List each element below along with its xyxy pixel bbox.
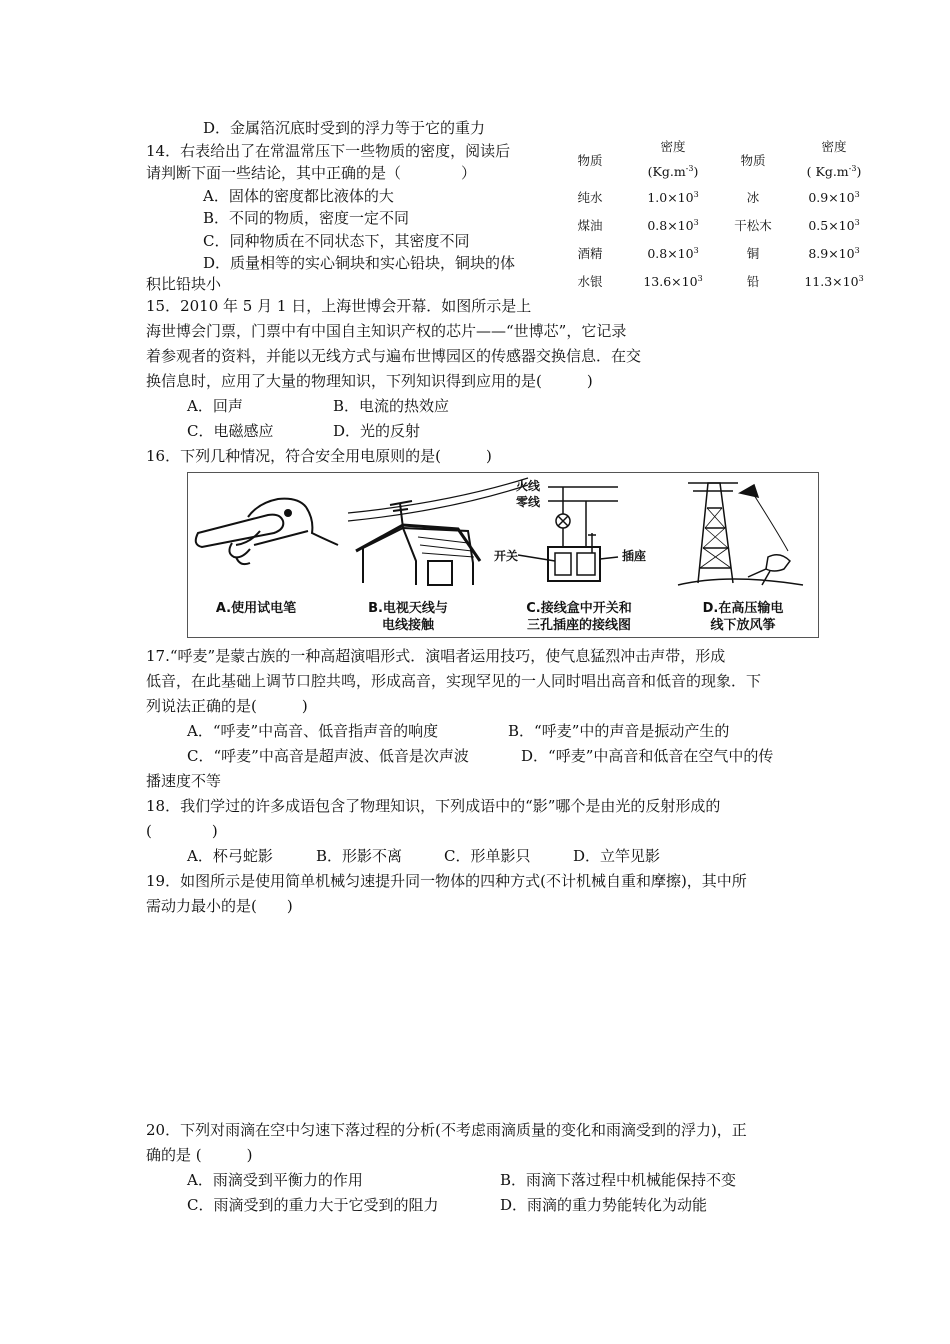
q17-stem-line1: 17.“呼麦”是蒙古族的一种高超演唱形式．演唱者运用技巧，使气息猛烈冲击声带，形成 <box>146 647 726 665</box>
table-cell-substance: 酒精 <box>577 246 603 262</box>
table-cell-substance: 干松木 <box>734 218 772 234</box>
q20-option-a: A．雨滴受到平衡力的作用 <box>187 1171 363 1189</box>
density-table-header <box>560 136 888 183</box>
header-substance-1: 物质 <box>577 152 603 168</box>
q14-option-a: A．固体的密度都比液体的大 <box>203 187 394 205</box>
density-value: 0.8×10 <box>647 217 694 233</box>
q15-option-d: D．光的反射 <box>333 422 421 440</box>
q18-option-d: D．立竿见影 <box>573 847 661 865</box>
table-cell-density <box>780 267 888 295</box>
header-density-label-1: 密度 <box>660 139 686 154</box>
q15-option-b: B．电流的热效应 <box>333 397 450 415</box>
q13-option-d: D．金属箔沉底时受到的浮力等于它的重力 <box>203 119 486 137</box>
q20-option-d: D．雨滴的重力势能转化为动能 <box>500 1196 708 1214</box>
q17-option-c: C．“呼麦”中高音是超声波、低音是次声波 <box>187 747 469 765</box>
density-exp: 3 <box>854 189 860 199</box>
q15-stem-line4: 换信息时，应用了大量的物理知识，下列知识得到应用的是( ) <box>146 372 593 390</box>
q14-option-c: C．同种物质在不同状态下，其密度不同 <box>203 232 470 250</box>
q14-option-d-line1: D．质量相等的实心铜块和实心铅块，铜块的体 <box>203 254 516 272</box>
label-socket: 插座 <box>622 549 647 563</box>
caption-b <box>348 600 468 634</box>
q17-stem-line3: 列说法正确的是( ) <box>146 697 308 715</box>
q18-stem-line2: ( ) <box>146 822 218 840</box>
header-unit-exp-2: -3 <box>848 164 857 173</box>
header-substance-2: 物质 <box>740 152 766 168</box>
q18-option-b: B．形影不离 <box>316 847 403 865</box>
table-cell-substance: 冰 <box>746 190 760 206</box>
safety-figure <box>187 472 819 638</box>
q20-stem-line1: 20．下列对雨滴在空中匀速下落过程的分析(不考虑雨滴质量的变化和雨滴受到的浮力)，正 <box>146 1121 747 1139</box>
q14-option-b: B．不同的物质，密度一定不同 <box>203 209 410 227</box>
density-value: 0.9×10 <box>808 189 855 205</box>
caption-b-line2: 电线接触 <box>381 618 434 633</box>
table-cell-density <box>780 239 888 267</box>
q20-stem-line2: 确的是 ( ) <box>146 1146 253 1164</box>
q17-option-d-line2: 播速度不等 <box>146 772 222 790</box>
table-cell-density <box>620 183 726 211</box>
header-density-2 <box>780 136 888 183</box>
density-exp: 3 <box>858 273 864 283</box>
caption-a: A.使用试电笔 <box>215 601 297 616</box>
density-value: 13.6×10 <box>643 273 698 289</box>
density-exp: 3 <box>693 245 699 255</box>
q17-stem-line2: 低音，在此基础上调节口腔共鸣，形成高音，实现罕见的一人同时唱出高音和低音的现象．下 <box>146 672 762 690</box>
table-cell-substance: 纯水 <box>577 190 603 206</box>
caption-d <box>688 600 798 634</box>
q19-stem-line2: 需动力最小的是( ) <box>146 897 293 915</box>
caption-c <box>504 600 654 634</box>
header-unit-1: (Kg.m <box>647 164 686 180</box>
caption-d-line1: D.在高压输电 <box>702 601 784 616</box>
table-cell-substance: 铅 <box>746 274 760 290</box>
table-cell-density <box>780 183 888 211</box>
q14-stem-line2: 请判断下面一些结论，其中正确的是（ ） <box>146 164 477 182</box>
table-row <box>560 183 888 211</box>
header-unit-close-1: ) <box>693 164 699 180</box>
caption-c-line2: 三孔插座的接线图 <box>526 618 631 633</box>
density-value: 1.0×10 <box>647 189 694 205</box>
density-value: 8.9×10 <box>808 245 855 261</box>
test-pen-illustration <box>196 499 338 564</box>
kite-tower-illustration <box>678 483 803 585</box>
table-cell-substance: 水银 <box>577 274 603 290</box>
table-row <box>560 211 888 239</box>
density-value: 0.8×10 <box>647 245 694 261</box>
table-cell-substance: 铜 <box>746 246 760 262</box>
q17-option-d-line1: D．“呼麦”中高音和低音在空气中的传 <box>521 747 774 765</box>
density-exp: 3 <box>693 189 699 199</box>
q18-option-a: A．杯弓蛇影 <box>187 847 273 865</box>
density-value: 0.5×10 <box>808 217 855 233</box>
header-density-1 <box>620 136 726 183</box>
density-exp: 3 <box>693 217 699 227</box>
q15-option-c: C．电磁感应 <box>187 422 274 440</box>
q17-option-b: B．“呼麦”中的声音是振动产生的 <box>508 722 730 740</box>
table-cell-density <box>620 239 726 267</box>
q15-stem-line1: 15．2010 年 5 月 1 日，上海世博会开幕．如图所示是上 <box>146 297 532 315</box>
header-density-label-2: 密度 <box>821 139 847 154</box>
q17-option-a: A．“呼麦”中高音、低音指声音的响度 <box>187 722 439 740</box>
table-row <box>560 239 888 267</box>
density-exp: 3 <box>854 245 860 255</box>
label-switch: 开关 <box>494 549 519 563</box>
label-live-wire: 火线 <box>516 479 541 493</box>
table-cell-density <box>620 211 726 239</box>
density-value: 11.3×10 <box>804 273 859 289</box>
table-cell-density <box>780 211 888 239</box>
header-unit-exp-1: -3 <box>685 164 694 173</box>
density-table <box>560 136 888 295</box>
q14-option-d-line2: 积比铅块小 <box>146 275 222 293</box>
q15-stem-line2: 海世博会门票，门票中有中国自主知识产权的芯片——“世博芯”，它记录 <box>146 322 627 340</box>
q18-stem-line1: 18．我们学过的许多成语包含了物理知识，下列成语中的“影”哪个是由光的反射形成的 <box>146 797 721 815</box>
caption-b-line1: B.电视天线与 <box>368 601 448 616</box>
table-cell-density <box>620 267 726 295</box>
table-cell-substance: 煤油 <box>577 218 603 234</box>
label-neutral-wire: 零线 <box>516 495 541 509</box>
tv-antenna-illustration <box>348 478 528 585</box>
q20-option-c: C．雨滴受到的重力大于它受到的阻力 <box>187 1196 439 1214</box>
q15-stem-line3: 着参观者的资料，并能以无线方式与遍布世博园区的传感器交换信息．在交 <box>146 347 642 365</box>
density-exp: 3 <box>854 217 860 227</box>
table-row <box>560 267 888 295</box>
q18-option-c: C．形单影只 <box>444 847 531 865</box>
caption-d-line2: 线下放风筝 <box>710 618 776 633</box>
q14-stem-line1: 14．右表给出了在常温常压下一些物质的密度，阅读后 <box>146 142 511 160</box>
header-unit-2: ( Kg.m <box>806 164 849 180</box>
caption-c-line1: C.接线盒中开关和 <box>526 601 632 616</box>
q16-stem: 16．下列几种情况，符合安全用电原则的是( ) <box>146 447 492 465</box>
q15-option-a: A．回声 <box>187 397 243 415</box>
q20-option-b: B．雨滴下落过程中机械能保持不变 <box>500 1171 737 1189</box>
density-exp: 3 <box>697 273 703 283</box>
q19-stem-line1: 19．如图所示是使用简单机械匀速提升同一物体的四种方式(不计机械自重和摩擦)，其中所 <box>146 872 747 890</box>
header-unit-close-2: ) <box>856 164 862 180</box>
